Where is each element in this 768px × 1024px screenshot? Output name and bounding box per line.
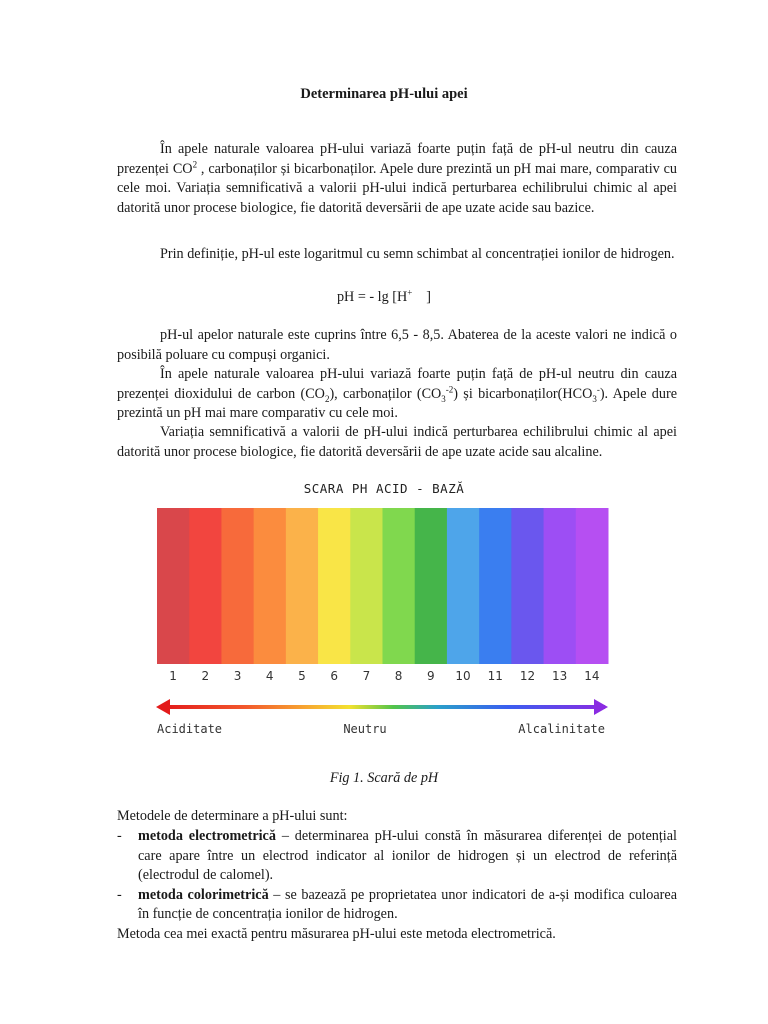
ph-bar-9 — [415, 508, 448, 664]
paragraph-1 — [117, 140, 677, 218]
paragraph-4-text-b: ), carbonaților (CO — [329, 385, 442, 402]
paragraph-3: pH-ul apelor naturale este cuprins între 6,5 - 8,5. Abaterea de la aceste valori ne indică o posibilă poluare cu compuși organici. — [117, 327, 677, 363]
ph-tick-label-4: 4 — [265, 669, 274, 683]
ph-bar-4 — [254, 508, 287, 664]
paragraph-5: Variația semnificativă a valorii de pH-ului indică perturbarea echilibrului chimic al apei datorită unor procese biologice, fie datorită deversării de ape uzate acide sau alcaline. — [117, 424, 677, 460]
ph-tick-label-8: 8 — [394, 669, 403, 683]
ph-arrow — [156, 699, 608, 715]
ph-bar-10 — [447, 508, 480, 664]
co2-sub: 2 — [324, 393, 330, 404]
ph-bar-3 — [221, 508, 254, 664]
ph-tick-label-14: 14 — [584, 669, 600, 683]
ph-tick-label-1: 1 — [169, 669, 177, 683]
methods-list — [117, 827, 677, 925]
paragraph-4-text-a: În apele naturale valoarea pH-ului variază foarte puțin față de pH-ul neutru din cauza prezenței dioxidului de carbon (CO — [117, 366, 677, 402]
paragraph-4-text-d: ). Apele dure prezintă un pH mai mare comparativ cu cele moi. — [117, 385, 677, 421]
ph-tick-labels — [169, 669, 599, 683]
ph-tick-label-9: 9 — [426, 669, 435, 683]
list-item — [117, 886, 677, 925]
neutru-label: Neutru — [343, 722, 387, 736]
co3-charge: -2 — [445, 383, 454, 394]
document-title: Determinarea pH-ului apei — [300, 86, 468, 102]
arrow-head-right-icon — [594, 699, 608, 715]
hco3-charge: - — [596, 383, 600, 394]
formula-charge: + — [407, 287, 413, 298]
ph-tick-label-6: 6 — [330, 669, 339, 683]
method-description: – determinarea pH-ului constă în măsurarea diferenței de potențial care apare între un electrod indicator al ionilor de hidrogen și un electrod de referință (electrodul de calomel). — [138, 828, 677, 883]
co2-subscript: 2 — [192, 158, 198, 169]
ph-bar-2 — [189, 508, 222, 664]
method-name: metoda electrometrică — [138, 828, 276, 844]
ph-tick-label-11: 11 — [487, 669, 503, 683]
ph-tick-label-12: 12 — [519, 669, 536, 683]
formula-left: pH = - lg [H — [336, 289, 408, 305]
ph-formula — [0, 289, 768, 306]
ph-bar-12 — [511, 508, 544, 664]
ph-tick-label-3: 3 — [233, 669, 242, 683]
methods-intro: Metodele de determinare a pH-ului sunt: — [117, 808, 348, 824]
co3-sub: 3 — [441, 393, 446, 404]
list-bullet: - — [117, 886, 122, 903]
conclusion: Metoda cea mei exactă pentru măsurarea pH-ului este metoda electrometrică. — [117, 926, 556, 942]
ph-bar-5 — [286, 508, 319, 664]
aciditate-label: Aciditate — [157, 722, 223, 736]
ph-bar-7 — [350, 508, 383, 664]
paragraph-2: Prin definiție, pH-ul este logaritmul cu semn schimbat al concentrației ionilor de hidrogen. — [160, 246, 675, 262]
paragraph-4 — [117, 365, 677, 424]
ph-bar-8 — [383, 508, 416, 664]
ph-bar-11 — [479, 508, 512, 664]
ph-bar-13 — [544, 508, 577, 664]
chart-title: SCARA PH ACID - BAZĂ — [303, 481, 465, 496]
alcalinitate-label: Alcalinitate — [518, 722, 605, 736]
arrow-shaft — [164, 705, 605, 709]
method-description: – se bazează pe proprietatea unor indicatori de a-și modifica culoarea în funcție de concentrația ionilor de hidrogen. — [138, 886, 677, 922]
hco3-sub: 3 — [592, 393, 597, 404]
list-item — [117, 827, 677, 886]
paragraph-1-text-b: , carbonaților și bicarbonaților. Apele dure prezintă un pH mai mare, comparativ cu cele moi. Variația semnificativă a valorii pH-ului indică perturbarea echilibrului chimic al apei datorită unor procese biologice, fie datorită deversării de ape uzate acide sau bazice. — [117, 160, 677, 216]
arrow-head-left-icon — [156, 699, 170, 715]
ph-scale-chart — [150, 500, 620, 750]
method-name: metoda colorimetrică — [138, 886, 269, 903]
ph-tick-label-7: 7 — [362, 669, 371, 683]
ph-tick-label-5: 5 — [298, 669, 306, 683]
ph-tick-label-13: 13 — [552, 669, 568, 683]
ph-tick-label-10: 10 — [455, 669, 471, 683]
figure-caption: Fig 1. Scară de pH — [329, 770, 439, 786]
paragraph-1-text-a: În apele naturale valoarea pH-ului variază foarte puțin față de pH-ul neutru din cauza prezenței CO — [117, 141, 677, 177]
ph-bar-1 — [157, 508, 190, 664]
formula-right: ] — [426, 289, 432, 305]
ph-tick-label-2: 2 — [201, 669, 210, 683]
paragraph-4-text-c: ) și bicarbonaților(HCO — [453, 385, 593, 402]
ph-bar-6 — [318, 508, 351, 664]
ph-bar-14 — [576, 508, 609, 664]
list-bullet: - — [117, 828, 122, 844]
ph-bars — [157, 508, 609, 664]
